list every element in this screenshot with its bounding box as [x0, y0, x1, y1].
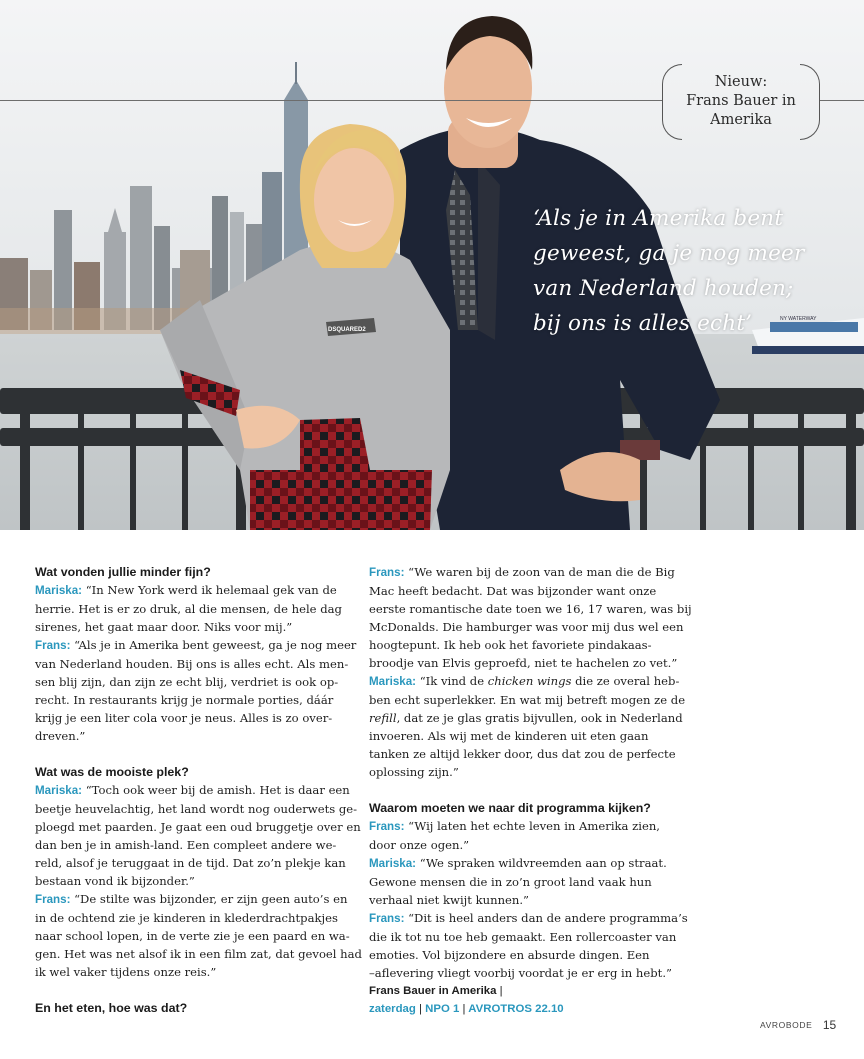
answer-line: Mariska: “Ik vind de chicken wings die ze overal heb- [369, 674, 680, 688]
badge-line: Amerika [710, 112, 772, 128]
answer-line: Mariska: “Toch ook weer bij de amish. Het is daar een [35, 783, 350, 797]
speaker-label: Mariska: [369, 857, 417, 870]
paragraph-spacer [35, 745, 355, 763]
answer-line: tanken ze altijd lekker door, dus dat zou de perfecte [369, 747, 676, 761]
answer-line: sirenes, het gaat maar door. Niks voor mij.” [35, 620, 293, 634]
answer-line: invoeren. Als wij met de kinderen uit eten gaan [369, 729, 649, 743]
speaker-label: Frans: [369, 912, 405, 925]
answer-line: die ik tot nu toe heb gemaakt. Een rollercoaster van [369, 930, 677, 944]
header-rule-right [820, 100, 864, 101]
program-credit-schedule: zaterdag | NPO 1 | AVROTROS 22.10 [369, 1003, 564, 1015]
answer-line: herrie. Het is er zo druk, al die mensen, de hele dag [35, 602, 342, 616]
page-number: 15 [822, 1017, 837, 1032]
paragraph-spacer [369, 781, 691, 799]
answer-line: gen. Het was net alsof ik in een film zat, dat gevoel had [35, 947, 362, 961]
answer-line: broodje van Elvis geproefd, niet te hachelen zo vet.” [369, 656, 678, 670]
page-footer [760, 1016, 836, 1034]
answer-line: McDonalds. Die hamburger was voor mij dus wel een [369, 620, 684, 634]
answer-line: oplossing zijn.” [369, 765, 459, 779]
speaker-label: Frans: [369, 566, 405, 579]
answer-line: Frans: “De stilte was bijzonder, er zijn geen auto’s en [35, 892, 348, 906]
answer-line: krijg je een liter cola voor je neus. Alles is zo over- [35, 711, 333, 725]
pull-quote-line: van Nederland houden; [533, 276, 794, 301]
pull-quote-line: geweest, ga je nog meer [533, 241, 805, 266]
speaker-label: Frans: [35, 893, 71, 906]
emphasis: chicken wings [487, 674, 572, 688]
answer-line: ploegd met paarden. Je gaat een oud bruggetje over en [35, 820, 361, 834]
speaker-label: Frans: [369, 820, 405, 833]
answer-line: emoties. Vol bijzondere en absurde dingen. Een [369, 948, 650, 962]
answer-line: Gewone mensen die in zo’n groot land vaak hun [369, 875, 652, 889]
pull-quote-line: ‘Als je in Amerika bent [533, 206, 784, 231]
pull-quote-line: bij ons is alles echt’ [533, 311, 753, 336]
article-column-left [35, 563, 362, 1017]
ferry-label: NY WATERWAY [780, 316, 817, 322]
answer-line: door onze ogen.” [369, 838, 470, 852]
answer-line: in de ochtend zie je kinderen in klederdrachtpakjes [35, 911, 338, 925]
answer-line: Frans: “Dit is heel anders dan de andere programma’s [369, 911, 688, 925]
sweatshirt-logo: DSQUARED2 [328, 327, 366, 333]
speaker-label: Mariska: [35, 784, 83, 797]
paragraph-spacer [35, 981, 355, 999]
answer-line: bestaan vond ik bijzonder.” [35, 874, 195, 888]
answer-line: eerste romantische date toen we 16, 17 waren, was bij [369, 602, 692, 616]
answer-line: sen blij zijn, dan zijn ze echt blij, verdriet is ook op- [35, 675, 339, 689]
answer-line: verhaal niet kwijt kunnen.” [369, 893, 529, 907]
answer-line: dan ben je in amish-land. Een compleet andere we- [35, 838, 337, 852]
answer-line: Frans: “Wij laten het echte leven in Amerika zien, [369, 819, 660, 833]
magazine-name: AVROBODE [760, 1019, 813, 1030]
answer-line: naar school lopen, in de verte zie je een paard en wa- [35, 929, 350, 943]
answer-line: Mariska: “We spraken wildvreemden aan op straat. [369, 856, 667, 870]
speaker-label: Frans: [35, 639, 71, 652]
interview-question: En het eten, hoe was dat? [35, 1001, 188, 1015]
speaker-label: Mariska: [35, 584, 83, 597]
answer-line: Frans: “We waren bij de zoon van de man die de Big [369, 565, 675, 579]
answer-line: Mariska: “In New York werd ik helemaal gek van de [35, 583, 337, 597]
interview-question: Wat was de mooiste plek? [35, 765, 189, 779]
interview-question: Waarom moeten we naar dit programma kijken? [369, 801, 651, 815]
answer-line: dreven.” [35, 729, 86, 743]
answer-line: refill, dat ze je glas gratis bijvullen, ook in Nederland [369, 711, 683, 725]
answer-line: –aflevering vliegt voorbij voordat je er erg in hebt.” [369, 966, 672, 980]
badge-line: Nieuw: [714, 74, 768, 90]
answer-line: reld, alsof je teruggaat in de tijd. Dat zo’n plekje kan [35, 856, 346, 870]
program-credit-title: Frans Bauer in Amerika | [369, 985, 503, 997]
answer-line: van Nederland houden. Bij ons is alles echt. Als men- [35, 657, 349, 671]
badge-line: Frans Bauer in [686, 93, 796, 109]
answer-line: beetje heuvelachtig, het land wordt nog ouderwets ge- [35, 802, 358, 816]
speaker-label: Mariska: [369, 675, 417, 688]
article-column-right [369, 563, 691, 1018]
pull-quote [533, 201, 863, 341]
answer-line: ik wel vaker tijdens onze reis.” [35, 965, 217, 979]
answer-line: Frans: “Als je in Amerika bent geweest, ga je nog meer [35, 638, 357, 652]
header-rule-left [0, 100, 662, 101]
answer-line: hoogtepunt. Ik heb ook het favoriete pindakaas- [369, 638, 652, 652]
badge-text [662, 73, 820, 130]
emphasis: refill [369, 711, 397, 725]
section-badge [662, 64, 820, 140]
answer-line: ben echt superlekker. En wat mij betreft mogen ze de [369, 693, 686, 707]
interview-question: Wat vonden jullie minder fijn? [35, 565, 211, 579]
answer-line: Mac heeft bedacht. Dat was bijzonder want onze [369, 584, 657, 598]
answer-line: recht. In restaurants krijg je normale porties, dáár [35, 693, 334, 707]
